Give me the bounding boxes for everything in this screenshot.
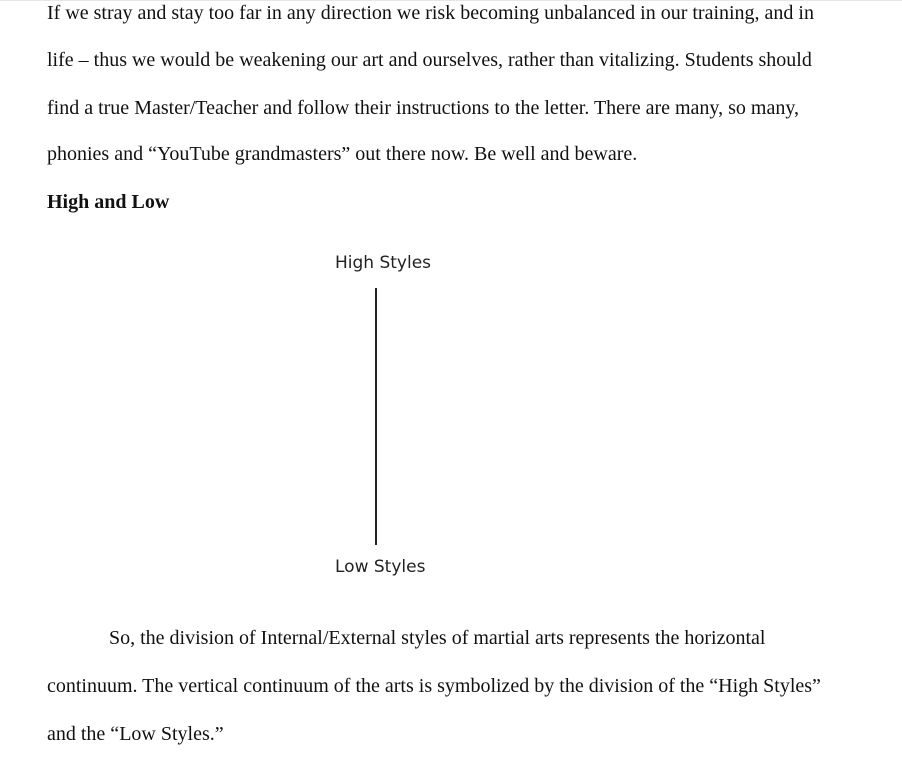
low-styles-label: Low Styles	[335, 557, 426, 577]
paragraph-line: and the “Low Styles.”	[47, 723, 224, 745]
paragraph-line: life – thus we would be weakening our art and ourselves, rather than vitalizing. Students should	[47, 49, 812, 71]
paragraph-line: continuum. The vertical continuum of the arts is symbolized by the division of the “High Styles”	[47, 675, 821, 697]
paragraph-line: If we stray and stay too far in any direction we risk becoming unbalanced in our training, and in	[47, 2, 814, 24]
high-low-diagram	[326, 248, 436, 588]
paragraph-line: So, the division of Internal/External styles of martial arts represents the horizontal	[109, 627, 766, 649]
paragraph-line: phonies and “YouTube grandmasters” out there now. Be well and beware.	[47, 143, 638, 165]
high-styles-label: High Styles	[335, 253, 432, 273]
paragraph-line: find a true Master/Teacher and follow their instructions to the letter. There are many, so many,	[47, 97, 800, 119]
vertical-continuum-line	[375, 288, 377, 545]
section-heading: High and Low	[47, 191, 170, 213]
